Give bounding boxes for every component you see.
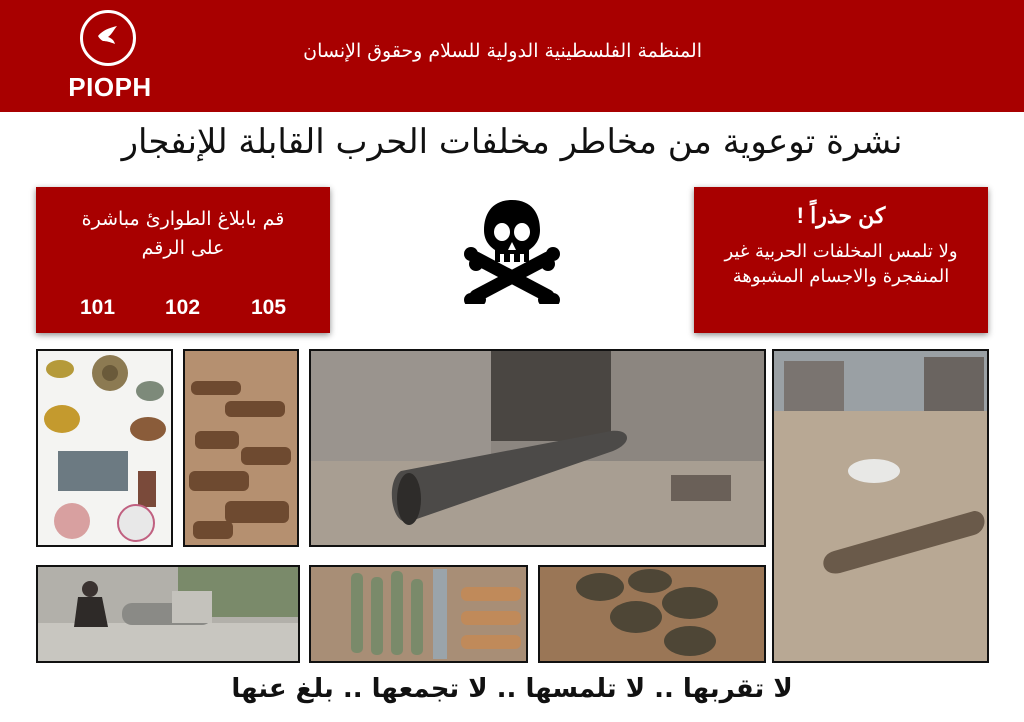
photo-rocket-pile [309, 565, 528, 663]
photo-shell-pile [183, 349, 299, 547]
logo-text: PIOPH [68, 72, 152, 102]
emergency-number: 101 [80, 296, 116, 319]
skull-crossbones-icon [462, 196, 562, 304]
emergency-number: 105 [251, 296, 287, 319]
report-on-number: على الرقم [141, 237, 225, 259]
photo-landmines [538, 565, 766, 663]
emergency-number: 102 [165, 296, 201, 319]
safety-slogan: لا تقربها .. لا تلمسها .. لا تجمعها .. بلغ عنها [231, 674, 793, 704]
photo-unexploded-bomb-street [309, 349, 766, 547]
warning-message: ولا تلمس المخلفات الحربية غير المنفجرة والاجسام المشبوهة [724, 241, 958, 287]
emergency-report-card [36, 187, 330, 333]
page-title: نشرة توعوية من مخاطر مخلفات الحرب القابلة للإنفجار [121, 122, 903, 162]
pioph-logo [62, 8, 158, 104]
warning-card [694, 187, 988, 333]
dove-icon [95, 22, 121, 48]
photo-mine-types [36, 349, 173, 547]
report-instruction: قم بابلاغ الطوارئ مباشرة [81, 208, 285, 230]
warning-heading: كن حذراً ! [796, 203, 886, 228]
header-bar [0, 0, 1024, 112]
photo-man-with-ordnance [36, 565, 300, 663]
photo-bomb-rubble [772, 349, 989, 663]
organization-name: المنظمة الفلسطينية الدولية للسلام وحقوق الإنسان [303, 40, 702, 62]
